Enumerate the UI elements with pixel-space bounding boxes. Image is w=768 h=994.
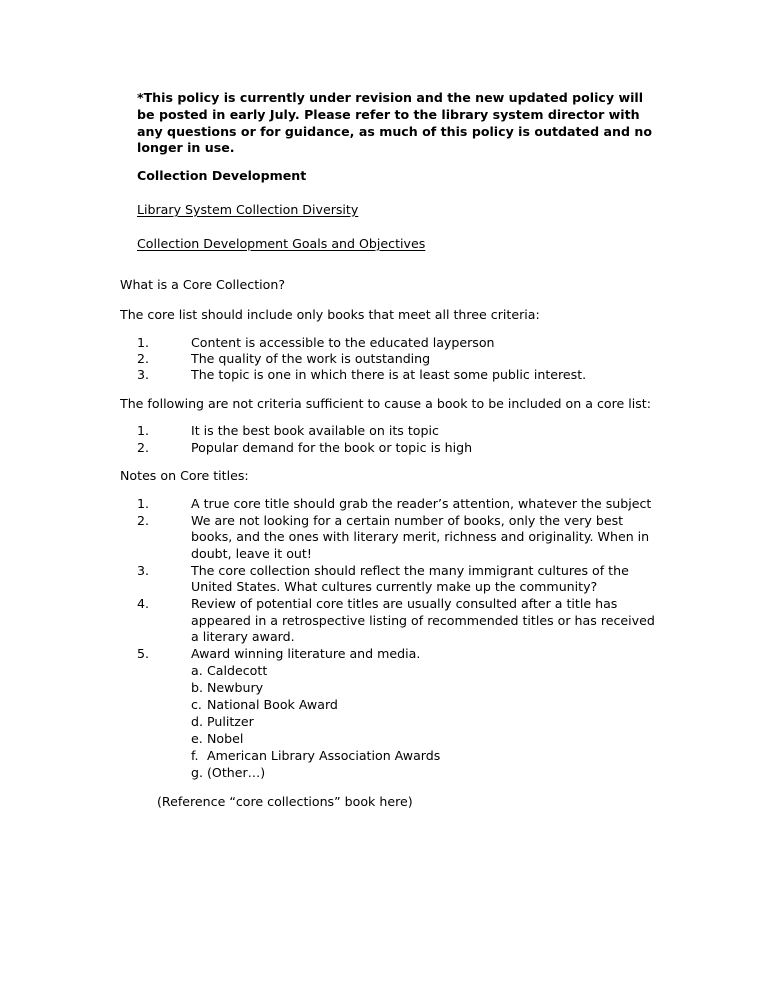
list-number: 1. <box>137 496 150 511</box>
list-item: Popular demand for the book or topic is high <box>191 440 473 455</box>
list-number: 1. <box>137 335 150 350</box>
list-item: A true core title should grab the reader’s attention, whatever the subject <box>191 496 652 511</box>
list-item: Content is accessible to the educated layperson <box>191 335 495 350</box>
list-item: The topic is one in which there is at least some public interest. <box>191 367 587 382</box>
list-item: We are not looking for a certain number of books, only the very best <box>191 513 624 528</box>
award-item: National Book Award <box>207 697 338 712</box>
section-title: Collection Development <box>137 168 307 183</box>
list-item-continued: United States. What cultures currently make up the community? <box>191 579 598 594</box>
list-number: 2. <box>137 440 150 455</box>
sub-letter: e. <box>191 731 203 746</box>
list-number: 5. <box>137 646 150 661</box>
list-item-continued: appeared in a retrospective listing of recommended titles or has received <box>191 613 655 628</box>
criteria-intro: The core list should include only books that meet all three criteria: <box>120 307 540 322</box>
list-number: 4. <box>137 596 150 611</box>
core-heading: What is a Core Collection? <box>120 277 286 292</box>
list-item: The core collection should reflect the many immigrant cultures of the <box>191 563 629 578</box>
award-item: Caldecott <box>207 663 268 678</box>
sub-letter: c. <box>191 697 202 712</box>
list-number: 3. <box>137 563 150 578</box>
sub-letter: f. <box>191 748 199 763</box>
list-item-continued: books, and the ones with literary merit, richness and originality. When in <box>191 529 650 544</box>
link-collection-diversity[interactable]: Library System Collection Diversity <box>137 202 359 217</box>
list-number: 2. <box>137 351 150 366</box>
list-item: It is the best book available on its topic <box>191 423 439 438</box>
list-number: 2. <box>137 513 150 528</box>
not-criteria-intro: The following are not criteria sufficient to cause a book to be included on a core list: <box>120 396 651 411</box>
list-item: Award winning literature and media. <box>191 646 421 661</box>
award-item: Nobel <box>207 731 244 746</box>
sub-letter: a. <box>191 663 203 678</box>
notice-line: be posted in early July. Please refer to the library system director with <box>137 107 640 122</box>
notes-heading: Notes on Core titles: <box>120 468 249 483</box>
sub-letter: d. <box>191 714 203 729</box>
sub-letter: b. <box>191 680 203 695</box>
link-goals-objectives[interactable]: Collection Development Goals and Objectives <box>137 236 426 251</box>
award-item: American Library Association Awards <box>207 748 441 763</box>
award-item: Newbury <box>207 680 264 695</box>
list-item-continued: doubt, leave it out! <box>191 546 312 561</box>
list-item-continued: a literary award. <box>191 629 295 644</box>
notice-line: any questions or for guidance, as much of this policy is outdated and no <box>137 124 652 139</box>
reference-note: (Reference “core collections” book here) <box>157 794 413 809</box>
award-item: (Other…) <box>207 765 266 780</box>
list-number: 3. <box>137 367 150 382</box>
list-item: The quality of the work is outstanding <box>191 351 431 366</box>
list-number: 1. <box>137 423 150 438</box>
notice-line: longer in use. <box>137 140 235 155</box>
sub-letter: g. <box>191 765 203 780</box>
notice-line: *This policy is currently under revision and the new updated policy will <box>137 90 644 105</box>
award-item: Pulitzer <box>207 714 254 729</box>
list-item: Review of potential core titles are usually consulted after a title has <box>191 596 618 611</box>
